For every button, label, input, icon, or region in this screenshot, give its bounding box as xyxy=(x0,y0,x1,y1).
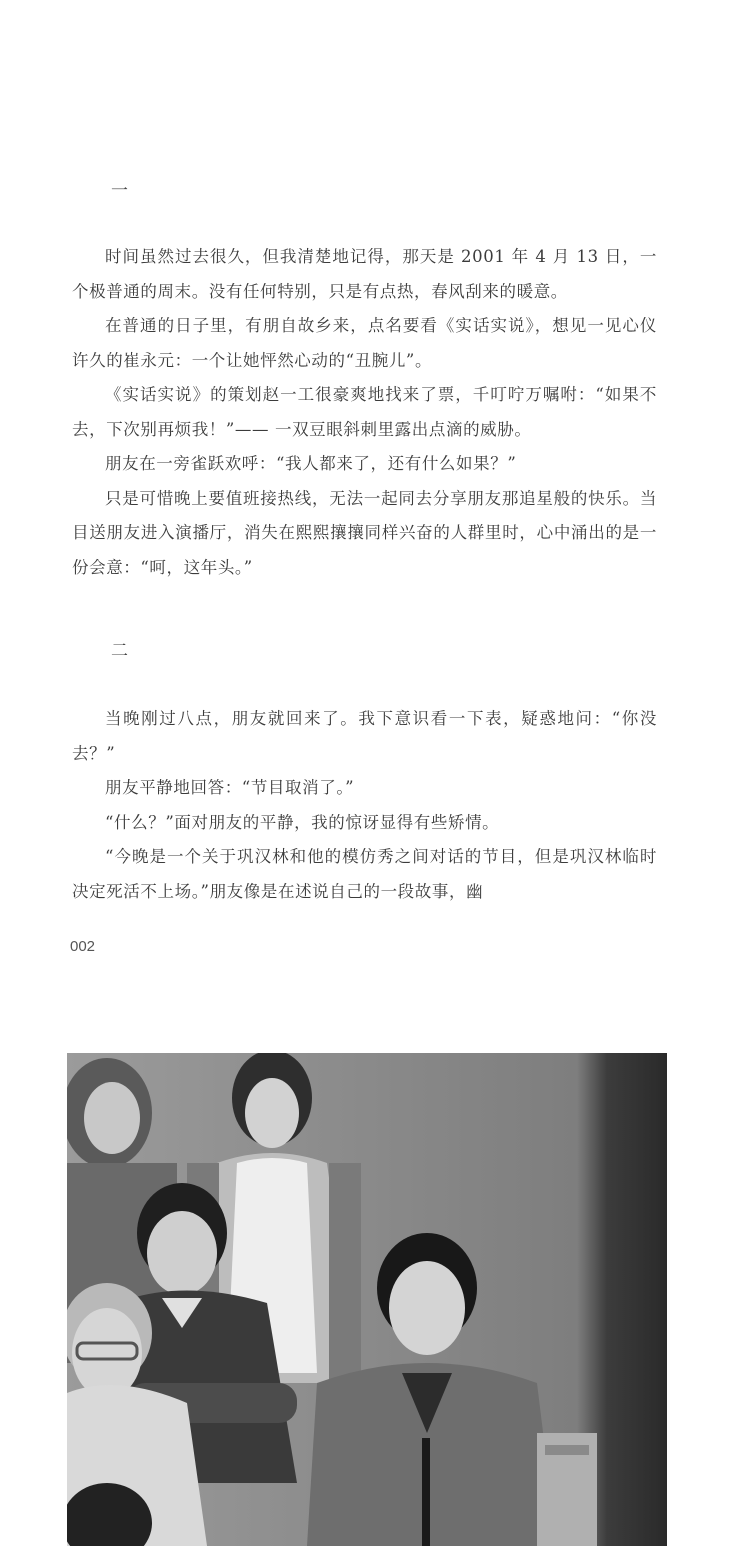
paragraph: 朋友平静地回答：“节目取消了。” xyxy=(105,778,355,797)
section-heading-two: 二 xyxy=(111,641,129,661)
previous-page-text-fragment xyxy=(95,0,255,2)
paragraph: “什么？”面对朋友的平静，我的惊讶显得有些矫情。 xyxy=(105,812,500,832)
paragraph: 只是可惜晚上要值班接热线，无法一起同去分享朋友那追星般的快乐。当目送朋友进入演播厅，消失在熙熙攘攘同样兴奋的人群里时，心中涌出的是一份会意：“呵，这年头。” xyxy=(72,488,657,577)
audience-photo-icon xyxy=(67,1053,667,1546)
paragraph: 朋友在一旁雀跃欢呼：“我人都来了，还有什么如果？” xyxy=(105,454,517,473)
section-one-body xyxy=(72,240,657,585)
section-two-body xyxy=(72,702,657,909)
paragraph: “今晚是一个关于巩汉林和他的模仿秀之间对话的节目，但是巩汉林临时决定死活不上场。”朋友像是在述说自己的一段故事，幽 xyxy=(72,847,657,901)
paragraph: 《实话实说》的策划赵一工很豪爽地找来了票，千叮咛万嘱咐：“如果不去，下次别再烦我！”—— 一双豆眼斜刺里露出点滴的威胁。 xyxy=(72,385,657,439)
paragraph: 时间虽然过去很久，但我清楚地记得，那天是 2001 年 4 月 13 日，一个极普通的周末。没有任何特别，只是有点热，春风刮来的暖意。 xyxy=(72,247,657,301)
paragraph: 在普通的日子里，有朋自故乡来，点名要看《实话实说》，想见一见心仪许久的崔永元：一个让她怦然心动的“丑腕儿”。 xyxy=(72,316,657,370)
section-heading-one: 一 xyxy=(111,181,129,201)
page-number: 002 xyxy=(70,938,96,955)
paragraph: 当晚刚过八点，朋友就回来了。我下意识看一下表，疑惑地问：“你没去？” xyxy=(72,709,657,763)
